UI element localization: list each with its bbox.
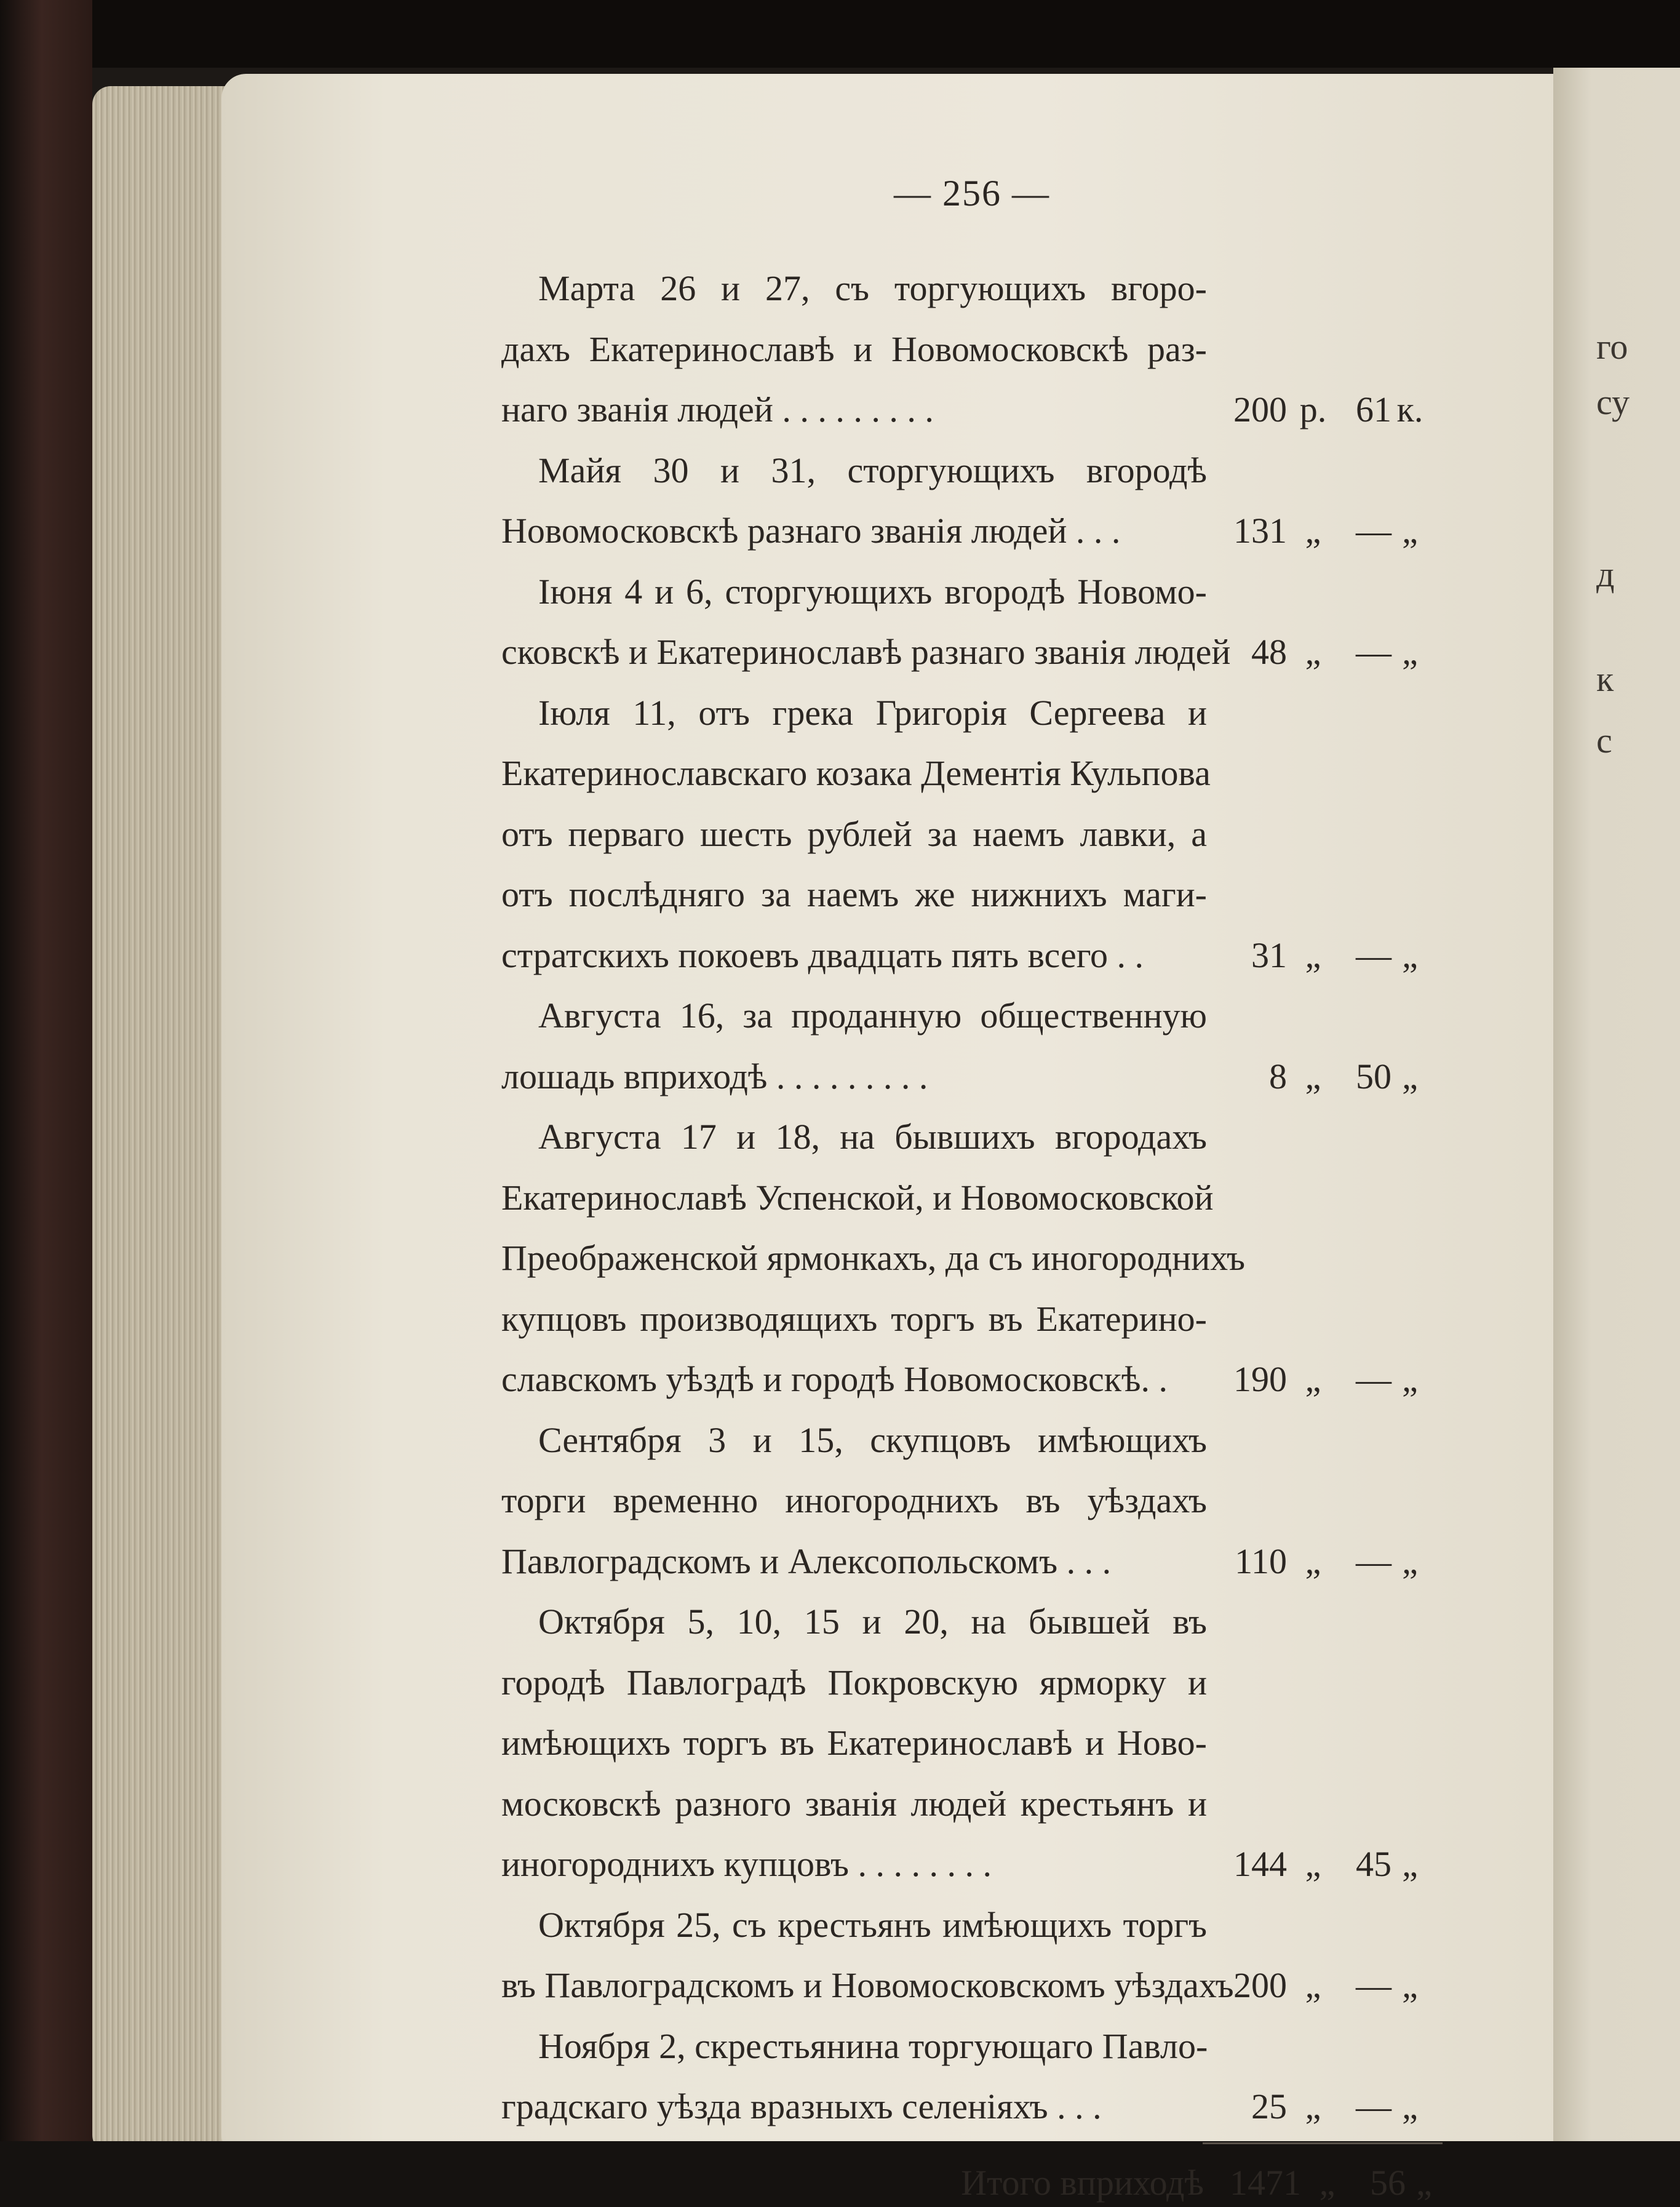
entry-unit: к. (1396, 389, 1423, 429)
entry-rubles: 190 (1233, 1359, 1287, 1399)
entry-text: Октября 25, съ крестьянъ имѣющихъ торгъ (538, 1904, 1207, 1945)
ledger-entry (501, 1107, 1443, 1410)
entry-rubles: 48 (1251, 632, 1287, 672)
entry-rubles: 110 (1235, 1541, 1287, 1581)
entry-kopecks: — (1356, 2086, 1391, 2126)
entry-separator: „ (1305, 1844, 1321, 1884)
entry-separator: „ (1305, 1359, 1321, 1399)
ledger-entry (501, 441, 1443, 562)
entry-kopecks: — (1356, 1965, 1391, 2005)
entry-unit: „ (1402, 1359, 1418, 1399)
entry-text: Марта 26 и 27, съ торгующихъ вгоро- (538, 268, 1207, 308)
ledger-entry (501, 1410, 1443, 1592)
entry-line (501, 1107, 1443, 1168)
ledger-entry (501, 1895, 1443, 2016)
ledger-entry (501, 986, 1443, 1107)
entry-text: имѣющихъ торгъ въ Екатеринославѣ и Ново- (501, 1723, 1207, 1763)
entry-text: въ Павлоградскомъ и Новомосковскомъ уѣздахъ (501, 1965, 1234, 2005)
entry-amount (1207, 380, 1428, 441)
entry-line (501, 1228, 1443, 1289)
entry-separator: „ (1305, 935, 1321, 975)
entry-separator: „ (1305, 1541, 1321, 1581)
entry-unit: „ (1402, 1965, 1418, 2005)
entry-amount (1207, 925, 1428, 986)
next-page-fragment: го (1596, 327, 1628, 367)
entry-text: отъ перваго шесть рублей за наемъ лавки, а (501, 813, 1207, 854)
entry-text: московскѣ разного званія людей крестьянъ и (501, 1783, 1207, 1824)
entry-kopecks: 45 (1356, 1844, 1391, 1884)
entry-unit: „ (1402, 511, 1418, 551)
entry-line (501, 986, 1443, 1047)
total-rule (1203, 2142, 1443, 2144)
entry-unit: „ (1402, 1056, 1418, 1096)
total-amount (1221, 2162, 1443, 2203)
entry-amount (1207, 2077, 1428, 2137)
entry-line (501, 1774, 1443, 1835)
entry-text: Ноября 2, скрестьянина торгующаго Павло- (538, 2025, 1208, 2066)
entry-line (501, 441, 1443, 501)
next-page-fragment: д (1596, 554, 1615, 594)
entry-line (501, 258, 1443, 319)
entry-kopecks: — (1356, 935, 1391, 975)
next-page-fragment: к (1596, 659, 1614, 699)
entry-line (501, 1410, 1443, 1471)
entry-line (501, 683, 1443, 744)
entry-amount (1207, 622, 1428, 683)
entry-rubles: 144 (1233, 1844, 1287, 1884)
entry-unit: „ (1402, 935, 1418, 975)
entry-line (501, 562, 1443, 623)
entry-kopecks: — (1356, 1359, 1391, 1399)
entry-line (501, 1349, 1443, 1410)
entry-line (501, 380, 1443, 441)
entry-line (501, 1289, 1443, 1350)
entry-kopecks: — (1356, 511, 1391, 551)
entry-line (501, 1834, 1443, 1895)
entry-unit: „ (1402, 2086, 1418, 2126)
entry-text: сковскѣ и Екатеринославѣ разнаго званія людей (501, 632, 1231, 672)
entry-rubles: 131 (1233, 511, 1287, 551)
entry-text: Екатеринославѣ Успенской, и Новомосковской (501, 1177, 1214, 1218)
entry-rubles: 31 (1251, 935, 1287, 975)
entry-unit: „ (1402, 632, 1418, 672)
entry-line (501, 1592, 1443, 1653)
entry-amount (1207, 1955, 1428, 2016)
entry-amount (1207, 501, 1428, 562)
entry-text: славскомъ уѣздѣ и городѣ Новомосковскѣ. . (501, 1359, 1168, 1399)
entry-separator: р. (1299, 389, 1327, 429)
ledger-entry (501, 683, 1443, 986)
entry-line (501, 1047, 1443, 1107)
entry-separator: „ (1305, 511, 1321, 551)
entry-text: Новомосковскѣ разнаго званія людей . . . (501, 511, 1121, 551)
ledger-entry (501, 1592, 1443, 1895)
entry-separator: „ (1305, 1056, 1321, 1096)
entry-line (501, 1653, 1443, 1714)
entry-line (501, 1955, 1443, 2016)
entry-rubles: 200 (1233, 1965, 1287, 2005)
entry-text: купцовъ производящихъ торгъ въ Екатерино- (501, 1298, 1207, 1339)
entry-text: Екатеринославскаго козака Дементія Кульпова (501, 753, 1211, 793)
entry-rubles: 200 (1233, 389, 1287, 429)
entry-text: городѣ Павлоградѣ Покровскую ярморку и (501, 1662, 1207, 1702)
ledger-entry (501, 2016, 1443, 2137)
entry-text: отъ послѣдняго за наемъ же нижнихъ маги- (501, 874, 1207, 914)
entry-kopecks: — (1356, 1541, 1391, 1581)
total-label: Итого вприходѣ (961, 2162, 1204, 2203)
next-page-edge (1553, 68, 1680, 2147)
entry-line (501, 1895, 1443, 1956)
entry-line (501, 622, 1443, 683)
entry-line (501, 1713, 1443, 1774)
entry-text: дахъ Екатеринославѣ и Новомосковскѣ раз- (501, 329, 1207, 369)
entry-kopecks: — (1356, 632, 1391, 672)
entry-line (501, 804, 1443, 865)
next-page-fragment: с (1596, 720, 1612, 760)
entry-line (501, 743, 1443, 804)
entry-text: Преображенской ярмонкахъ, да съ иногороднихъ (501, 1238, 1245, 1278)
entry-text: лошадь вприходѣ . . . . . . . . . (501, 1056, 928, 1096)
entry-line (501, 2077, 1443, 2137)
entry-kopecks: 50 (1356, 1056, 1391, 1096)
entry-line (501, 1531, 1443, 1592)
entry-separator: „ (1305, 632, 1321, 672)
entry-text: стратскихъ покоевъ двадцать пять всего . . (501, 935, 1144, 975)
entry-line (501, 1471, 1443, 1531)
entry-text: наго званія людей . . . . . . . . . (501, 389, 934, 429)
ledger-entry (501, 562, 1443, 683)
entry-amount (1207, 1834, 1428, 1895)
entry-text: Майя 30 и 31, сторгующихъ вгородѣ (538, 450, 1207, 490)
entry-amount (1207, 1047, 1428, 1107)
entry-text: Сентября 3 и 15, скупцовъ имѣющихъ (538, 1419, 1207, 1460)
entry-line (501, 501, 1443, 562)
entry-line (501, 319, 1443, 380)
total-unit: „ (1416, 2162, 1432, 2203)
entry-text: Іюня 4 и 6, сторгующихъ вгородѣ Новомо- (538, 571, 1207, 612)
page-number: — 256 — (894, 173, 1050, 214)
entry-amount (1207, 1349, 1428, 1410)
entry-text: Октября 5, 10, 15 и 20, на бывшей въ (538, 1602, 1207, 1642)
entry-text: Павлоградскомъ и Алексопольскомъ . . . (501, 1541, 1112, 1581)
book-top-shadow (0, 0, 1680, 68)
entry-line (501, 1168, 1443, 1229)
entry-unit: „ (1402, 1844, 1418, 1884)
ledger-entries (501, 258, 1443, 2137)
entry-line (501, 2016, 1443, 2077)
entry-separator: „ (1305, 2086, 1321, 2126)
entry-unit: „ (1402, 1541, 1418, 1581)
total-rubles: 1471 (1230, 2162, 1301, 2203)
entry-rubles: 25 (1251, 2086, 1287, 2126)
entry-separator: „ (1305, 1965, 1321, 2005)
entry-line (501, 864, 1443, 925)
entry-text: Іюля 11, отъ грека Григорія Сергеева и (538, 692, 1207, 733)
next-page-fragment: су (1596, 382, 1630, 422)
entry-kopecks: 61 (1356, 389, 1391, 429)
total-separator: „ (1319, 2162, 1336, 2203)
total-kopecks: 56 (1370, 2162, 1406, 2203)
entry-text: градскаго уѣзда вразныхъ селеніяхъ . . . (501, 2086, 1102, 2126)
entry-text: Августа 16, за проданную общественную (538, 996, 1207, 1036)
entry-line (501, 925, 1443, 986)
entry-text: иногороднихъ купцовъ . . . . . . . . (501, 1844, 992, 1884)
entry-text: торги временно иногороднихъ въ уѣздахъ (501, 1480, 1207, 1520)
entry-text: Августа 17 и 18, на бывшихъ вгородахъ (538, 1117, 1207, 1157)
entry-amount (1207, 1531, 1428, 1592)
entry-rubles: 8 (1269, 1056, 1287, 1096)
ledger-entry (501, 258, 1443, 441)
total-row (501, 2162, 1443, 2203)
book-spine (0, 0, 92, 2207)
